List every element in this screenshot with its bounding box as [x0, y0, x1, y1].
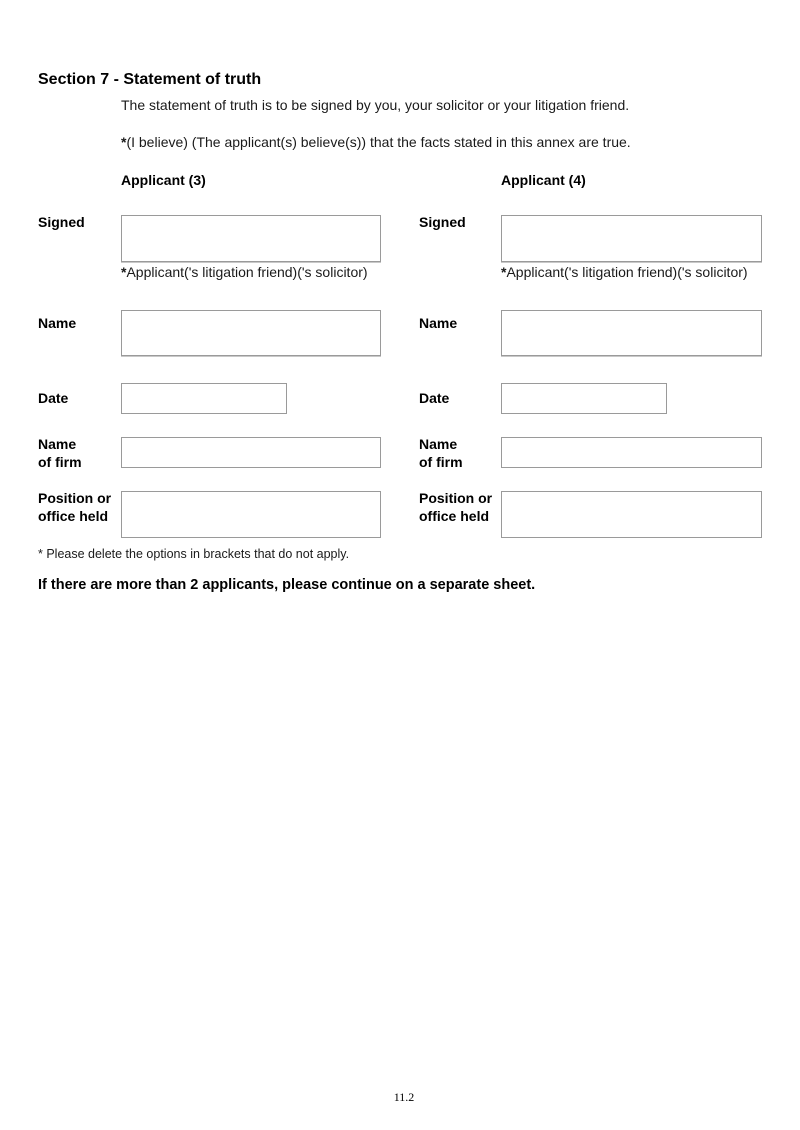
belief-asterisk: *: [121, 134, 127, 150]
applicant-3-name-field[interactable]: [121, 310, 381, 356]
applicant-3-position-label: [38, 489, 111, 525]
applicant-4-position-label: [419, 489, 492, 525]
caption-text: Applicant('s litigation friend)('s solicitor): [506, 264, 748, 280]
applicant-3-date-field[interactable]: [121, 383, 287, 414]
firm-label-line1: Name: [38, 436, 77, 452]
applicant-4-name-field[interactable]: [501, 310, 762, 356]
applicant-4-signed-caption: [501, 264, 748, 280]
footnote: * Please delete the options in brackets that do not apply.: [38, 547, 350, 561]
page-number: 11.2: [393, 1090, 415, 1104]
position-label-line2: office held: [38, 508, 109, 524]
position-label-line1: Position or: [419, 490, 493, 506]
caption-asterisk: *: [501, 264, 507, 280]
applicant-3-signed-label: Signed: [38, 214, 85, 230]
applicant-4-signature-field[interactable]: [501, 215, 762, 262]
applicant-4-name-label: Name: [419, 315, 458, 331]
applicant-3-heading: Applicant (3): [121, 172, 206, 188]
applicant-4-heading: Applicant (4): [501, 172, 586, 188]
applicant-4-signed-label: Signed: [419, 214, 466, 230]
applicant-4-firm-label: [419, 435, 463, 471]
position-label-line2: office held: [419, 508, 490, 524]
firm-label-line1: Name: [419, 436, 458, 452]
firm-label-line2: of firm: [419, 454, 463, 470]
applicant-4-date-field[interactable]: [501, 383, 667, 414]
firm-label-line2: of firm: [38, 454, 82, 470]
applicant-3-name-label: Name: [38, 315, 77, 331]
continuation-note: If there are more than 2 applicants, please continue on a separate sheet.: [38, 577, 536, 593]
section-title: Section 7 - Statement of truth: [38, 71, 262, 88]
position-label-line1: Position or: [38, 490, 112, 506]
applicant-3-signed-caption: [121, 264, 368, 280]
caption-text: Applicant('s litigation friend)('s solicitor): [126, 264, 368, 280]
belief-text: (I believe) (The applicant(s) believe(s)) that the facts stated in this annex are true.: [126, 134, 631, 150]
applicant-4-position-field[interactable]: [501, 491, 762, 538]
caption-asterisk: *: [121, 264, 127, 280]
applicant-3-date-label: Date: [38, 390, 69, 406]
intro-text: The statement of truth is to be signed by you, your solicitor or your litigation friend.: [121, 97, 630, 113]
applicant-3-position-field[interactable]: [121, 491, 381, 538]
applicant-4-firm-field[interactable]: [501, 437, 762, 468]
applicant-3-firm-label: [38, 435, 82, 471]
applicant-4-date-label: Date: [419, 390, 450, 406]
belief-statement: [121, 134, 631, 150]
applicant-3-firm-field[interactable]: [121, 437, 381, 468]
applicant-3-signature-field[interactable]: [121, 215, 381, 262]
